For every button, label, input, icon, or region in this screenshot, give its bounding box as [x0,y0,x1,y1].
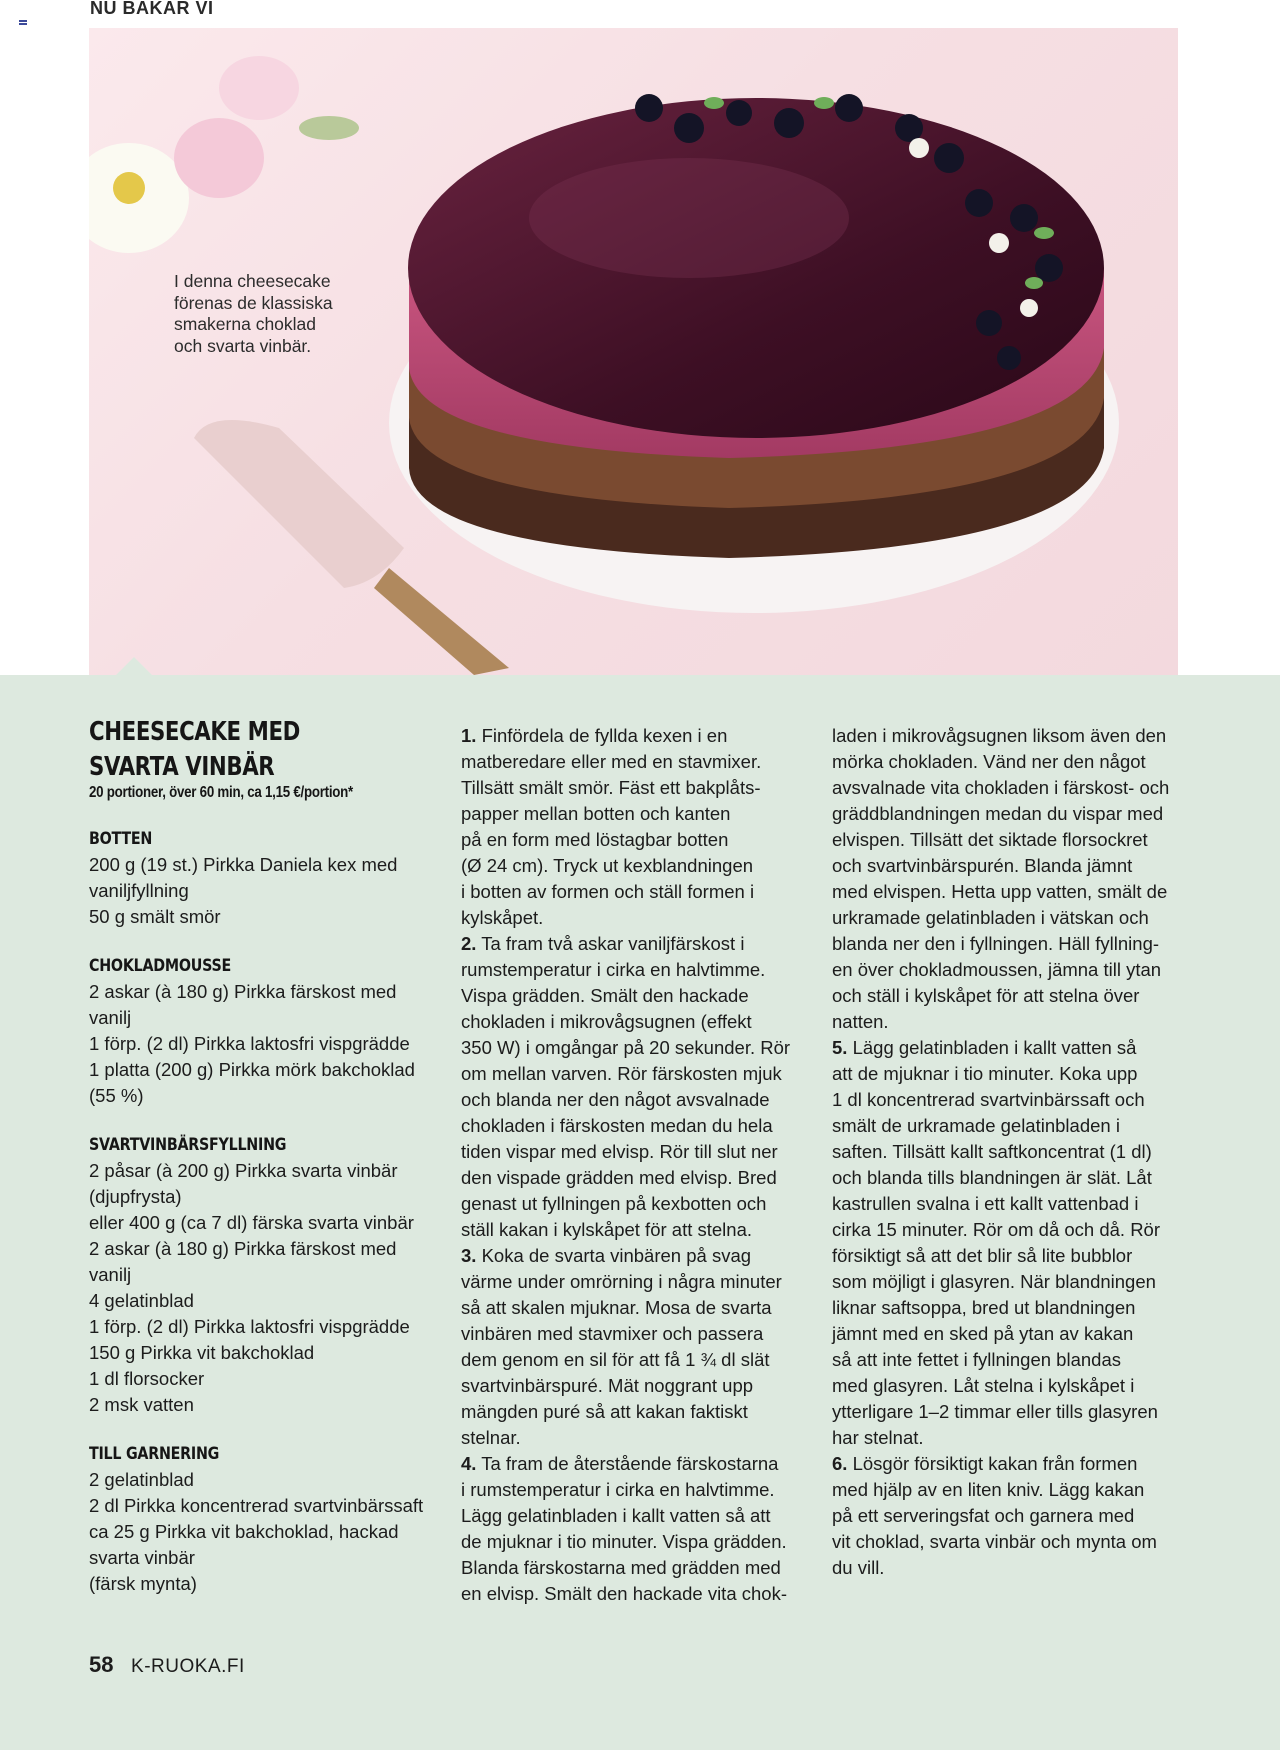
instruction-text: en över chokladmoussen, jämna till ytan [832,959,1162,980]
berry-shape [774,108,804,138]
glaze-shine-shape [529,158,849,278]
instruction-line [461,1555,809,1581]
instruction-text: i rumstemperatur i cirka en halvtimme. [461,1479,775,1500]
panel-notch [115,657,153,676]
instruction-line [461,1165,809,1191]
instruction-line [832,905,1187,931]
instruction-line [461,1087,809,1113]
ingredient-heading: SVARTVINBÄRSFYLLNING [89,1135,287,1155]
page-footer [89,1652,245,1678]
ingredient-item: svarta vinbär [89,1547,195,1568]
instruction-line [832,1399,1187,1425]
berry-shape [997,346,1021,370]
ingredient-item: 2 msk vatten [89,1394,194,1415]
instruction-line [832,931,1187,957]
instruction-line [461,801,809,827]
instruction-line [832,1529,1187,1555]
caption-line: smakerna choklad [174,314,317,334]
photo-caption [174,271,364,357]
instruction-text: avsvalnade vita chokladen i färskost- och [832,777,1170,798]
instruction-text: matberedare eller med en stavmixer. [461,751,762,772]
instruction-line [461,983,809,1009]
instruction-text: om mellan varven. Rör färskosten mjuk [461,1063,782,1084]
instruction-line [461,957,809,983]
instruction-line [461,1061,809,1087]
instruction-line [461,1503,809,1529]
instruction-line [832,1035,1187,1061]
instruction-line [832,801,1187,827]
ingredients-column [89,826,449,1620]
instruction-line [832,723,1187,749]
instruction-text: med glasyren. Låt stelna i kylskåpet i [832,1375,1135,1396]
instruction-line [461,1035,809,1061]
instruction-text: i botten av formen och ställ formen i [461,881,755,902]
site-name: K-RUOKA.FI [131,1656,245,1677]
ingredient-item: (färsk mynta) [89,1573,197,1594]
instruction-line [832,957,1187,983]
instruction-line [832,749,1187,775]
instruction-line [832,1321,1187,1347]
ingredient-heading: CHOKLADMOUSSE [89,956,231,976]
ingredient-item: (djupfrysta) [89,1186,182,1207]
instruction-line [832,1113,1187,1139]
instruction-line [832,1295,1187,1321]
instruction-line [832,775,1187,801]
instruction-text: ytterligare 1–2 timmar eller tills glasyren [832,1401,1158,1422]
instruction-line [461,1425,809,1451]
instruction-text: Koka de svarta vinbären på svag [476,1245,752,1266]
caption-line: förenas de klassiska [174,292,333,313]
instruction-line [461,1347,809,1373]
instruction-line [461,853,809,879]
step-number: 2. [461,933,477,954]
instruction-line [461,1321,809,1347]
instruction-text: laden i mikrovågsugnen liksom även den [832,725,1167,746]
instruction-text: (Ø 24 cm). Tryck ut kexblandningen [461,855,754,876]
instruction-text: de mjuknar i tio minuter. Vispa grädden. [461,1531,787,1552]
flower-shape [219,56,299,120]
instruction-text: kastrullen svalna i ett kallt vattenbad i [832,1193,1139,1214]
ingredient-item: 2 askar (à 180 g) Pirkka färskost med [89,1238,397,1259]
berry-shape [895,114,923,142]
step-number: 6. [832,1453,848,1474]
instruction-line [461,1269,809,1295]
step-number: 4. [461,1453,477,1474]
instruction-text: med hjälp av en liten kniv. Lägg kakan [832,1479,1145,1500]
instruction-text: Ta fram två askar vaniljfärskost i [476,933,745,954]
instruction-text: vinbären med stavmixer och passera [461,1323,764,1344]
instruction-line [461,1113,809,1139]
berry-shape [1035,254,1063,282]
instructions-column-2 [832,723,1187,1581]
ingredient-section [89,1132,449,1418]
ingredient-item: ca 25 g Pirkka vit bakchoklad, hackad [89,1521,399,1542]
instruction-text: cirka 15 minuter. Rör om då och då. Rör [832,1219,1161,1240]
mint-leaf-shape [704,97,724,109]
ingredient-item: vanilj [89,1264,132,1285]
instruction-line [461,1243,809,1269]
instruction-text: dem genom en sil för att få 1 ¾ dl slät [461,1349,770,1370]
recipe-title [89,715,360,785]
ingredient-item: vanilj [89,1007,132,1028]
step-number: 1. [461,725,477,746]
instruction-line [832,1165,1187,1191]
instruction-text: och ställ i kylskåpet för att stelna över [832,985,1140,1006]
berry-shape [835,94,863,122]
berry-shape [976,310,1002,336]
instruction-text: kylskåpet. [461,907,544,928]
instruction-line [832,879,1187,905]
instruction-line [461,1217,809,1243]
instruction-text: att de mjuknar i tio minuter. Koka upp [832,1063,1138,1084]
ingredient-item: vaniljfyllning [89,880,189,901]
instruction-line [461,723,809,749]
instructions-column-1 [461,723,809,1607]
instruction-text: så att skalen mjuknar. Mosa de svarta [461,1297,772,1318]
ingredient-item: 200 g (19 st.) Pirkka Daniela kex med [89,854,398,875]
instruction-line [832,1009,1187,1035]
instruction-text: natten. [832,1011,889,1032]
instruction-line [832,1425,1187,1451]
instruction-line [832,1087,1187,1113]
ingredient-item: 2 dl Pirkka koncentrerad svartvinbärssaft [89,1495,424,1516]
instruction-text: svartvinbärspuré. Mät noggrant upp [461,1375,754,1396]
berry-shape [934,143,964,173]
instruction-text: 350 W) i omgångar på 20 sekunder. Rör [461,1037,791,1058]
instruction-line [832,1555,1187,1581]
instruction-text: och svartvinbärspurén. Blanda jämnt [832,855,1133,876]
server-handle-shape [374,568,509,675]
mint-leaf-shape [814,97,834,109]
instruction-text: försiktigt så att det blir så lite bubblor [832,1245,1133,1266]
white-chocolate-shape [909,138,929,158]
instruction-text: ställ kakan i kylskåpet för att stelna. [461,1219,752,1240]
instruction-text: urkramade gelatinbladen i vätskan och [832,907,1149,928]
instruction-line [832,1477,1187,1503]
stem-shape [299,116,359,140]
mint-leaf-shape [1034,227,1054,239]
ingredient-heading: TILL GARNERING [89,1444,220,1464]
instruction-text: och blanda ner den något avsvalnade [461,1089,770,1110]
instruction-text: stelnar. [461,1427,521,1448]
instruction-line [461,1009,809,1035]
instruction-text: på ett serveringsfat och garnera med [832,1505,1135,1526]
instruction-line [832,1243,1187,1269]
ingredient-item: 1 platta (200 g) Pirkka mörk bakchoklad [89,1059,415,1080]
instruction-line [832,1191,1187,1217]
instruction-text: saften. Tillsätt kallt saftkoncentrat (1 dl) [832,1141,1152,1162]
instruction-line [832,1503,1187,1529]
ingredient-item: 50 g smält smör [89,906,221,927]
instruction-line [832,1217,1187,1243]
page-number: 58 [89,1652,114,1677]
instruction-text: smält de urkramade gelatinbladen i [832,1115,1120,1136]
instruction-line [461,931,809,957]
caption-line: I denna cheesecake [174,271,331,291]
instruction-line [461,1477,809,1503]
ingredient-section [89,826,449,930]
ingredient-item: 150 g Pirkka vit bakchoklad [89,1342,315,1363]
title-line: CHEESECAKE MED [89,717,300,747]
instruction-text: med elvispen. Hetta upp vatten, smält de [832,881,1168,902]
berry-shape [674,113,704,143]
instruction-text: gräddblandningen medan du vispar med [832,803,1164,824]
instruction-text: genast ut fyllningen på kexbotten och [461,1193,767,1214]
instruction-text: vit choklad, svarta vinbär och mynta om [832,1531,1157,1552]
instruction-line [461,827,809,853]
instruction-text: och blanda tills blandningen är slät. Låt [832,1167,1152,1188]
instruction-line [461,1529,809,1555]
instruction-text: så att inte fettet i fyllningen blandas [832,1349,1121,1370]
instruction-line [832,1373,1187,1399]
instruction-line [832,827,1187,853]
white-chocolate-shape [989,233,1009,253]
ingredient-item: 2 askar (à 180 g) Pirkka färskost med [89,981,397,1002]
menu-icon[interactable] [19,20,27,26]
ingredient-item: 2 gelatinblad [89,1469,194,1490]
ingredient-item: 2 påsar (à 200 g) Pirkka svarta vinbär [89,1160,398,1181]
instruction-line [461,749,809,775]
recipe-subtitle: 20 portioner, över 60 min, ca 1,15 €/portion* [89,784,353,801]
instruction-line [832,1451,1187,1477]
ingredient-item: 4 gelatinblad [89,1290,194,1311]
mint-leaf-shape [1025,277,1043,289]
instruction-text: chokladen i mikrovågsugnen (effekt [461,1011,752,1032]
instruction-text: den vispade grädden med elvisp. Bred [461,1167,777,1188]
instruction-text: som möjligt i glasyren. När blandningen [832,1271,1156,1292]
instruction-line [461,1451,809,1477]
instruction-line [461,905,809,931]
instruction-text: 1 dl koncentrerad svartvinbärssaft och [832,1089,1145,1110]
ingredient-section [89,1441,449,1597]
ingredient-section [89,953,449,1109]
cheesecake-photo [89,28,1178,675]
instruction-text: rumstemperatur i cirka en halvtimme. [461,959,766,980]
instruction-line [461,775,809,801]
instruction-line [461,1399,809,1425]
instruction-text: en elvisp. Smält den hackade vita chok- [461,1583,787,1604]
instruction-text: Lägg gelatinbladen i kallt vatten så [847,1037,1137,1058]
instruction-line [832,1347,1187,1373]
cake-server-shape [194,420,404,588]
flower-shape [174,118,264,198]
step-number: 3. [461,1245,477,1266]
instruction-text: Blanda färskostarna med grädden med [461,1557,781,1578]
ingredient-item: 1 dl florsocker [89,1368,205,1389]
instruction-text: elvispen. Tillsätt det siktade florsockret [832,829,1148,850]
instruction-line [832,983,1187,1009]
instruction-line [832,853,1187,879]
ingredient-item: (55 %) [89,1085,144,1106]
instruction-line [461,1373,809,1399]
instruction-text: Finfördela de fyllda kexen i en [476,725,728,746]
instruction-text: Vispa grädden. Smält den hackade [461,985,749,1006]
instruction-text: liknar saftsoppa, bred ut blandningen [832,1297,1136,1318]
ingredient-item: 1 förp. (2 dl) Pirkka laktosfri vispgrädde [89,1033,410,1054]
instruction-text: blanda ner den i fyllningen. Häll fyllning- [832,933,1160,954]
section-label: NU BAKAR VI [90,0,214,18]
instruction-text: Lägg gelatinbladen i kallt vatten så att [461,1505,771,1526]
instruction-text: värme under omrörning i några minuter [461,1271,782,1292]
instruction-text: mörka chokladen. Vänd ner den något [832,751,1146,772]
instruction-line [461,1581,809,1607]
instruction-text: tiden vispar med elvisp. Rör till slut ner [461,1141,778,1162]
ingredient-heading: BOTTEN [89,829,153,849]
ingredient-item: 1 förp. (2 dl) Pirkka laktosfri vispgrädde [89,1316,410,1337]
instruction-text: Ta fram de återstående färskostarna [476,1453,779,1474]
step-number: 5. [832,1037,848,1058]
berry-shape [1010,204,1038,232]
flower-center-shape [113,172,145,204]
instruction-text: på en form med löstagbar botten [461,829,729,850]
instruction-text: mängden puré så att kakan faktiskt [461,1401,748,1422]
caption-line: och svarta vinbär. [174,335,312,356]
ingredient-item: eller 400 g (ca 7 dl) färska svarta vinbär [89,1212,414,1233]
white-chocolate-shape [1020,299,1038,317]
instruction-text: chokladen i färskosten medan du hela [461,1115,773,1136]
instruction-text: du vill. [832,1557,885,1578]
instruction-text: papper mellan botten och kanten [461,803,731,824]
instruction-line [461,1295,809,1321]
instruction-text: Lösgör försiktigt kakan från formen [847,1453,1138,1474]
berry-shape [726,100,752,126]
instruction-line [832,1269,1187,1295]
instruction-line [832,1061,1187,1087]
instruction-line [461,1191,809,1217]
instruction-text: jämnt med en sked på ytan av kakan [832,1323,1134,1344]
berry-shape [965,189,993,217]
instruction-line [832,1139,1187,1165]
instruction-line [461,879,809,905]
instruction-text: Tillsätt smält smör. Fäst ett bakplåts- [461,777,761,798]
instruction-text: har stelnat. [832,1427,924,1448]
berry-shape [635,94,663,122]
title-line: SVARTA VINBÄR [89,752,275,782]
instruction-line [461,1139,809,1165]
